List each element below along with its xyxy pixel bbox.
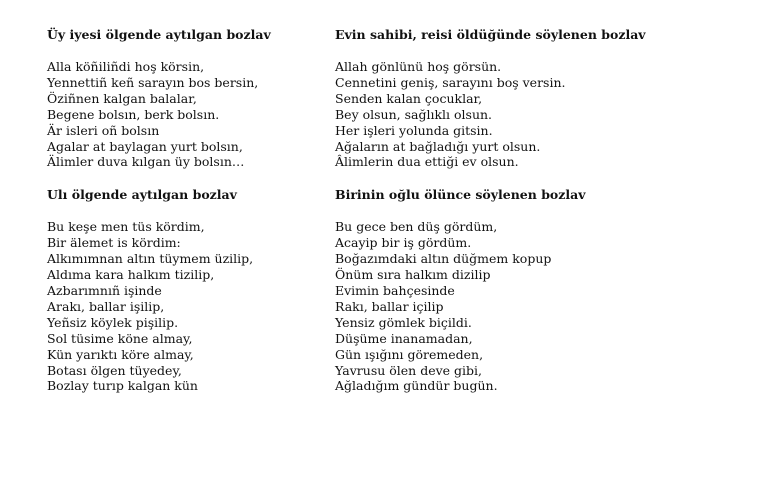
poem-line: Arakı, ballar işilip,	[47, 298, 165, 314]
poem-line: Alla köñiliñdi hoş körsin,	[47, 59, 205, 74]
poem-line: Bir älemet is kördim:	[47, 235, 181, 251]
poem-line: Acayip bir iş gördüm.	[335, 235, 472, 251]
poem-line: Är isleri oñ bolsın	[47, 122, 160, 138]
left-heading-2: Ulı ölgende aytılgan bozlav	[47, 187, 237, 203]
poem-line: Boğazımdaki altın düğmem kopup	[335, 251, 552, 267]
poem-line: Azbarımnıñ işinde	[47, 282, 162, 298]
poem-line: Ağaların at bağladığı yurt olsun.	[335, 138, 541, 154]
poem-line: Önüm sıra halkım dizilip	[335, 267, 491, 283]
poem-line: Evimin bahçesinde	[335, 282, 455, 298]
poem-line: Ağladığım gündür bugün.	[335, 378, 498, 394]
right-heading-1: Evin sahibi, reisi öldüğünde söylenen bozlav	[335, 27, 646, 42]
left-stanza-2	[47, 219, 317, 394]
poem-line: Älimler duva kılgan üy bolsın…	[47, 154, 245, 170]
poem-line: Agalar at baylagan yurt bolsın,	[47, 138, 243, 154]
poem-line: Bey olsun, sağlıklı olsun.	[335, 106, 493, 122]
poem-line: Bu keşe men tüs kördim,	[47, 219, 205, 235]
poem-line: Âlimlerin dua ettiği ev olsun.	[335, 154, 519, 170]
poem-line: Bu gece ben düş gördüm,	[335, 219, 498, 235]
left-heading-1: Üy iyesi ölgende aytılgan bozlav	[47, 27, 271, 42]
poem-line: Senden kalan çocuklar,	[335, 90, 483, 106]
poem-line: Öziñnen kalgan balalar,	[47, 90, 197, 106]
poem-line: Gün ışığını göremeden,	[335, 346, 484, 362]
poem-line: Sol tüsime köne almay,	[47, 330, 193, 346]
poem-line: Düşüme inanamadan,	[335, 330, 473, 346]
right-stanza-2	[335, 219, 635, 394]
poem-line: Yavrusu ölen deve gibi,	[335, 362, 483, 378]
poem-line: Yennettiñ keñ sarayın bos bersin,	[47, 74, 259, 90]
poem-line: Bozlay turıp kalgan kün	[47, 378, 198, 394]
poem-line: Yensiz gömlek biçildi.	[335, 314, 472, 330]
left-column	[47, 27, 317, 394]
poem-line: Yeñsiz köylek pişilip.	[47, 314, 179, 330]
right-heading-2: Birinin oğlu ölünce söylenen bozlav	[335, 187, 586, 203]
right-stanza-1	[335, 59, 635, 170]
poem-line: Cennetini geniş, sarayını boş versin.	[335, 74, 566, 90]
poem-line: Allah gönlünü hoş görsün.	[335, 59, 502, 74]
poem-line: Alkımımnan altın tüymem üzilip,	[47, 251, 254, 267]
poem-line: Aldıma kara halkım tizilip,	[47, 267, 215, 283]
poem-line: Rakı, ballar içilip	[335, 298, 444, 314]
left-stanza-1	[47, 59, 317, 170]
poem-line: Begene bolsın, berk bolsın.	[47, 106, 220, 122]
poem-line: Botası ölgen tüyedey,	[47, 362, 182, 378]
right-column	[335, 27, 646, 394]
poem-line: Her işleri yolunda gitsin.	[335, 122, 493, 138]
poem-line: Kün yarıktı köre almay,	[47, 346, 194, 362]
